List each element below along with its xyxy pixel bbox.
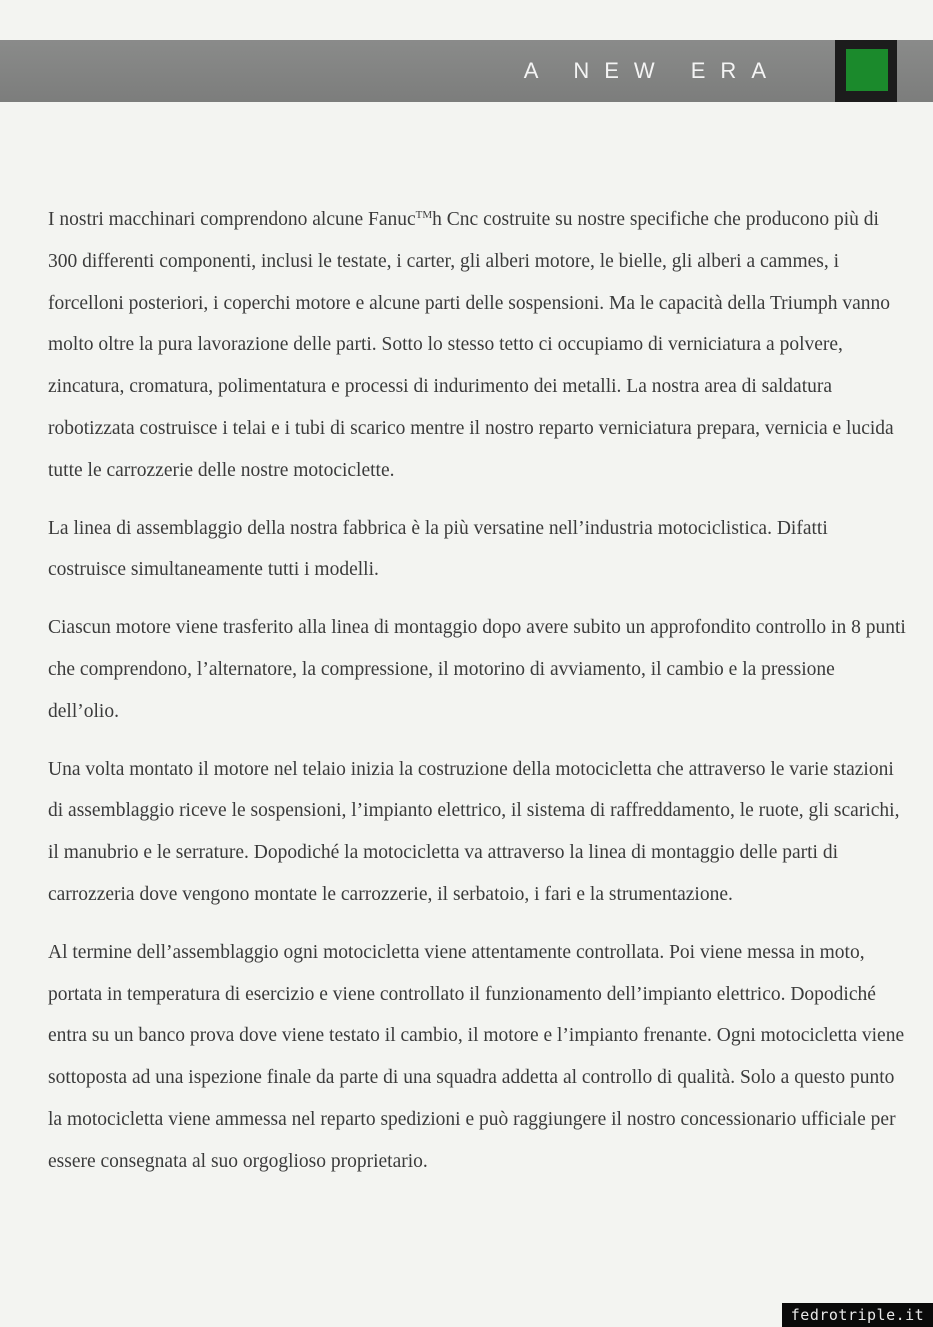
header-logo-block <box>835 40 897 102</box>
green-square-icon <box>846 49 888 91</box>
section-title: A NEW ERA <box>523 58 781 83</box>
paragraph-1-end: h Cnc costruite su nostre specifiche che producono più di 300 differenti componenti, inclusi le testate, i carter, gli alberi motore, le bielle, gli alberi a cammes, i forcelloni posteriori, i coperchi motore e alcune parti delle sospensioni. Ma le capacità della Triumph vanno molto oltre la pura lavorazione delle parti. Sotto lo stesso tetto ci occupiamo di verniciatura a polvere, zincatura, cromatura, polimentatura e processi di indurimento dei metalli. La nostra area di saldatura robotizzata costruisce i telai e i tubi di scarico mentre il nostro reparto verniciatura prepara, vernicia e lucida tutte le carrozzerie delle nostre motociclette. <box>48 209 894 481</box>
paragraph-3: Ciascun motore viene trasferito alla linea di montaggio dopo avere subito un approfondito controllo in 8 punti che comprendono, l’alternatore, la compressione, il motorino di avviamento, il cambio e la pressione dell’olio. <box>48 617 906 722</box>
paragraph-1 <box>48 199 906 492</box>
paragraph-5: Al termine dell’assemblaggio ogni motocicletta viene attentamente controllata. Poi viene messa in moto, portata in temperatura di esercizio e viene controllato il funzionamento dell’impianto elettrico. Dopodiché entra su un banco prova dove viene testato il cambio, il motore e l’impianto frenante. Ogni motocicletta viene sottoposta ad una ispezione finale da parte di una squadra addetta al controllo di qualità. Solo a questo punto la motocicletta viene ammessa nel reparto spedizioni e può raggiungere il nostro concessionario ufficiale per essere consegnata al suo orgoglioso proprietario. <box>48 941 905 1172</box>
watermark: fedrotriple.it <box>782 1303 933 1327</box>
article-body <box>48 199 906 1183</box>
trademark-superscript: TM <box>415 209 433 221</box>
paragraph-1-start: I nostri macchinari comprendono alcune Fanuc <box>48 209 416 230</box>
header-band <box>0 40 933 102</box>
paragraph-4: Una volta montato il motore nel telaio inizia la costruzione della motocicletta che attraverso le varie stazioni di assemblaggio riceve le sospensioni, l’impianto elettrico, il sistema di raffreddamento, le ruote, gli scarichi, il manubrio e le serrature. Dopodiché la motocicletta va attraverso la linea di montaggio delle parti di carrozzeria dove vengono montate le carrozzerie, il serbatoio, i fari e la strumentazione. <box>48 758 900 905</box>
paragraph-2: La linea di assemblaggio della nostra fabbrica è la più versatine nell’industria motociclistica. Difatti costruisce simultaneamente tutti i modelli. <box>48 517 828 581</box>
